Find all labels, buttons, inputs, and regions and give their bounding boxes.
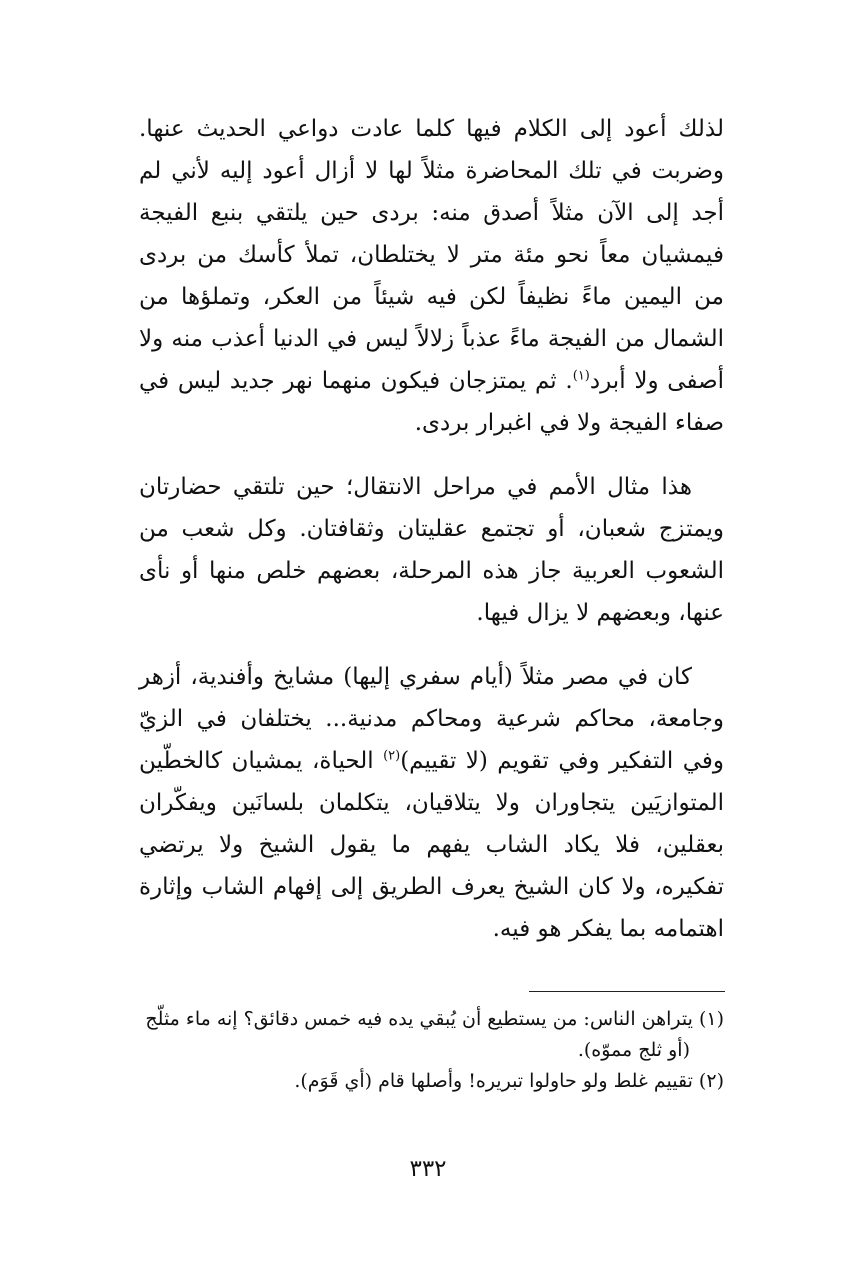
page-number: ٣٣٢ <box>409 1156 447 1182</box>
footnote-ref-1[interactable]: (١) <box>572 368 590 384</box>
footnotes <box>139 1004 724 1097</box>
paragraph-2: هذا مثال الأمم في مراحل الانتقال؛ حين تلتقي حضارتان ويمتزج شعبان، أو تجتمع عقليتان وثقافتان. وكل شعب من الشعوب العربية جاز هذه المرحلة، بعضهم خلص منها أو نأى عنها، وبعضهم لا يزال فيها. <box>139 474 724 626</box>
footnote-1-line-1: (١) يتراهن الناس: من يستطيع أن يُبقي يده فيه خمس دقائق؟ إنه ماء مثلّج <box>145 1008 724 1030</box>
paragraph-1 <box>139 108 724 444</box>
footnote-2: (٢) تقييم غلط ولو حاولوا تبريره! وأصلها قام (أي قَوَم). <box>294 1070 724 1092</box>
paragraph-3-text-a: كان في مصر مثلاً (أيام سفري إليها) مشايخ وأفندية، أزهر وجامعة، محاكم شرعية ومحاكم مدنية... يختلفان في الزيّ وفي التفكير وفي تقويم (لا تقييم) <box>139 664 724 774</box>
footnote-1-line-2: (أو ثلج مموّه). <box>577 1039 690 1061</box>
paragraph-1-text-a: لذلك أعود إلى الكلام فيها كلما عادت دواعي الحديث عنها. وضربت في تلك المحاضرة مثلاً لها لا أزال أعود إليه لأني لم أجد إلى الآن مثلاً أصدق منه: بردى حين يلتقي بنبع الفيجة فيمشيان معاً نحو مئة متر لا يختلطان، تملأ كأسك من بردى من اليمين ماءً نظيفاً لكن فيه شيئاً من العكر، وتملؤها من الشمال من الفيجة ماءً عذباً زلالاً ليس في الدنيا أعذب منه ولا أصفى ولا أبرد <box>139 116 724 394</box>
paragraph-3 <box>139 656 724 950</box>
paragraph-1-text-b: . ثم يمتزجان فيكون منهما نهر جديد ليس في صفاء الفيجة ولا في اغبرار بردى. <box>139 368 724 436</box>
footnote-1 <box>139 1004 724 1066</box>
main-text <box>139 108 724 950</box>
paragraph-3-text-b: الحياة، يمشيان كالخطّين المتوازيَين يتجاوران ولا يتلاقيان، يتكلمان بلسانَين ويفكّران بعقلين، فلا يكاد الشاب يفهم ما يقول الشيخ ولا يرتضي تفكيره، ولا كان الشيخ يعرف الطريق إلى إفهام الشاب وإثارة اهتمامه بما يفكر هو فيه. <box>139 748 724 942</box>
footnote-divider <box>529 991 725 992</box>
footnote-ref-2[interactable]: (٢) <box>383 748 401 764</box>
